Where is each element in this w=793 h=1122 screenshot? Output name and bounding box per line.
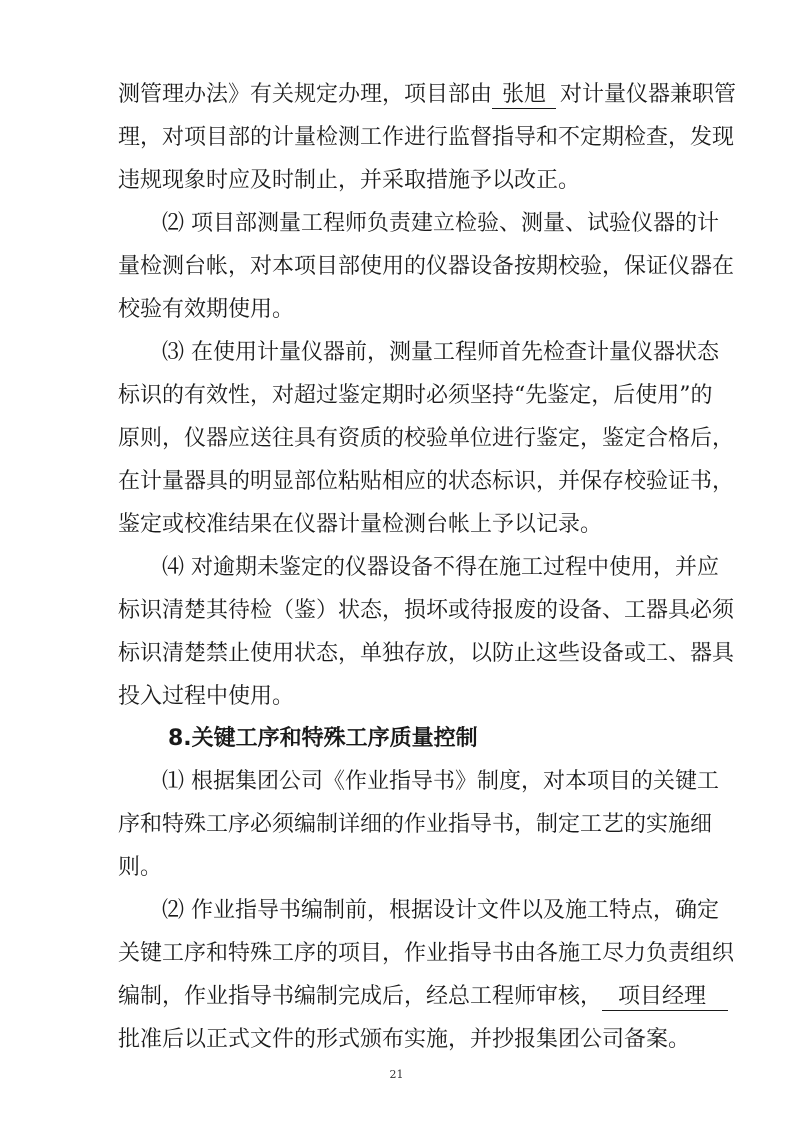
text-line: [118, 982, 728, 1012]
text-line: ⑴ 根据集团公司《作业指导书》制度，对本项目的关键工: [162, 769, 719, 794]
text-line: ⑵ 作业指导书编制前，根据设计文件以及施工特点，确定: [162, 898, 719, 923]
text-line: ⑷ 对逾期未鉴定的仪器设备不得在施工过程中使用，并应: [162, 555, 719, 580]
underlined-field-approver: 项目经理: [602, 984, 728, 1011]
text-line: ⑶ 在使用计量仪器前，测量工程师首先检查计量仪器状态: [162, 340, 719, 365]
text-line: 序和特殊工序必须编制详细的作业指导书，制定工艺的实施细: [118, 812, 713, 837]
text-line: 量检测台帐，对本项目部使用的仪器设备按期校验，保证仪器在: [118, 254, 735, 279]
text-line: 标识清楚其待检（鉴）状态，损坏或待报废的设备、工器具必须: [118, 598, 735, 623]
text-line: [118, 80, 736, 110]
text-line: 原则，仪器应送往具有资质的校验单位进行鉴定，鉴定合格后，: [118, 426, 735, 451]
text-line: 理，对项目部的计量检测工作进行监督指导和不定期检查，发现: [118, 125, 735, 150]
page-number: 21: [389, 1068, 404, 1081]
text-span: 对计量仪器兼职管: [560, 82, 737, 107]
text-line: 投入过程中使用。: [118, 684, 295, 709]
section-heading: 8.关键工序和特殊工序质量控制: [168, 726, 478, 751]
underlined-field-person: 张旭: [492, 82, 556, 109]
text-line: 标识清楚禁止使用状态，单独存放，以防止这些设备或工、器具: [118, 641, 735, 666]
text-line: 则。: [118, 855, 163, 880]
text-line: 关键工序和特殊工序的项目，作业指导书由各施工尽力负责组织: [118, 941, 735, 966]
text-span: 测管理办法》有关规定办理，项目部由: [118, 82, 493, 107]
text-line: 鉴定或校准结果在仪器计量检测台帐上予以记录。: [118, 512, 603, 537]
text-span: 编制，作业指导书编制完成后，经总工程师审核，: [118, 984, 603, 1009]
text-line: 在计量器具的明显部位粘贴相应的状态标识，并保存校验证书，: [118, 469, 735, 494]
text-line: 违规现象时应及时制止，并采取措施予以改正。: [118, 168, 581, 193]
text-line: ⑵ 项目部测量工程师负责建立检验、测量、试验仪器的计: [162, 211, 719, 236]
text-line: 校验有效期使用。: [118, 297, 295, 322]
text-line: 批准后以正式文件的形式颁布实施，并抄报集团公司备案。: [118, 1027, 691, 1052]
text-line: 标识的有效性，对超过鉴定期时必须坚持“先鉴定，后使用”的: [118, 383, 713, 408]
